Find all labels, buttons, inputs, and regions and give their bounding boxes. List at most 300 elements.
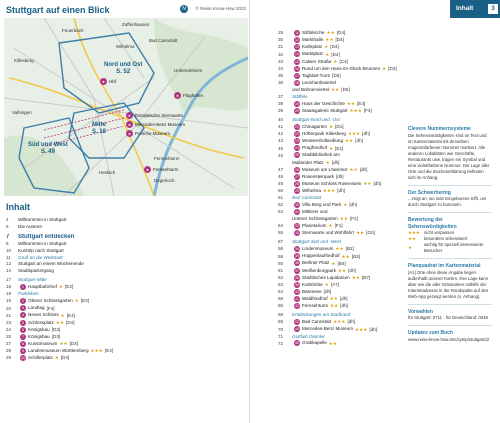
- toc-title-text: Stuttgart-Süd und -West: [292, 239, 342, 245]
- toc-page-number: 14: [6, 268, 12, 274]
- toc-entry[interactable]: [6, 268, 244, 275]
- toc-title: [292, 108, 372, 115]
- map-grid-reference: [dh]: [323, 289, 332, 295]
- toc-title-text: Stäffele: [292, 93, 308, 99]
- divider: [408, 258, 492, 259]
- toc-page-number: 41: [278, 124, 284, 130]
- sight-number-badge: 1: [20, 284, 26, 290]
- divider: [408, 212, 492, 213]
- toc-title-text: und Bohnenviertel: [292, 87, 330, 92]
- star-rating-icon: ★: [329, 145, 334, 151]
- toc-page-number: 66: [278, 303, 284, 309]
- map-grid-reference: [dh]: [359, 166, 368, 172]
- toc-entry[interactable]: [278, 326, 402, 333]
- toc-title: [292, 223, 343, 230]
- toc-title-text: Landesmuseum Württemberg: [28, 348, 89, 354]
- table-of-contents-right: [278, 30, 402, 348]
- toc-section[interactable]: [6, 277, 244, 284]
- toc-entry[interactable]: [6, 312, 244, 319]
- toc-entry[interactable]: [278, 188, 402, 195]
- sight-number-badge: 34: [295, 247, 299, 252]
- toc-title: [292, 145, 343, 152]
- sight-number-badge: 13: [295, 45, 299, 50]
- toc-title: [18, 348, 113, 355]
- toc-title-text: Mercedes-Benz Museum: [302, 326, 354, 332]
- toc-title: [18, 261, 84, 268]
- toc-entry[interactable]: [278, 145, 402, 152]
- toc-section[interactable]: [6, 255, 244, 262]
- star-rating-icon: ★★: [329, 296, 338, 302]
- toc-entry[interactable]: [278, 223, 402, 230]
- toc-page-number: 65: [278, 296, 284, 302]
- map-place-vaihingen: Vaihingen: [12, 110, 32, 115]
- toc-entry[interactable]: [278, 108, 402, 115]
- toc-entry[interactable]: [278, 44, 402, 51]
- poi-marker-icon: ●: [126, 112, 133, 119]
- star-rating-icon: ★: [58, 284, 63, 290]
- toc-page-number: 29: [6, 355, 12, 361]
- sight-number-badge: 24: [295, 146, 299, 151]
- map-grid-reference: [B3]: [351, 253, 360, 259]
- toc-page-number: 68: [278, 312, 284, 318]
- toc-entry[interactable]: [278, 340, 402, 347]
- toc-page-number: 69: [278, 319, 284, 325]
- toc-entry[interactable]: [278, 80, 402, 87]
- star-rating-icon: ★★★: [90, 348, 103, 354]
- toc-section[interactable]: [278, 312, 402, 319]
- toc-title-text: Höhenpark Killesberg: [302, 131, 346, 137]
- toc-title-text: Rosensteinpark: [302, 173, 334, 179]
- sight-number-badge: 4: [20, 312, 26, 318]
- sight-number-badge: 9: [20, 348, 26, 354]
- toc-title-text: Kurztrip nach Stuttgart: [18, 247, 64, 253]
- sight-number-badge: 37: [295, 268, 299, 273]
- sight-number-badge: 29: [295, 188, 299, 193]
- map-grid-reference: [A7]: [330, 282, 339, 288]
- sight-number-badge: 14: [295, 52, 299, 57]
- toc-entry[interactable]: [278, 124, 402, 131]
- toc-title: [292, 30, 345, 37]
- toc-title: [18, 298, 89, 305]
- map-grid-reference: [E4]: [66, 312, 75, 318]
- sight-number-badge: 12: [295, 38, 299, 43]
- toc-title: [292, 80, 336, 87]
- sidebar-text: ...zeigt an, wo man Eingeborene trifft, um durch Stuttgart zu bummeln.: [408, 196, 487, 207]
- toc-title-text: Karlsplatz: [302, 44, 323, 50]
- toc-title: [292, 44, 339, 51]
- map-grid-reference: [D3]: [51, 334, 61, 340]
- toc-title-text: Schlossplatz: [28, 319, 54, 325]
- poi-marker-icon: ●: [174, 92, 181, 99]
- map-grid-reference: [dh]: [348, 267, 356, 273]
- toc-entry[interactable]: [278, 167, 402, 174]
- toc-page-number: 21: [6, 312, 12, 318]
- toc-entry[interactable]: [6, 305, 244, 312]
- toc-entry[interactable]: [278, 296, 402, 303]
- toc-entry[interactable]: [6, 224, 244, 231]
- toc-title-text: Neues Schloss: [28, 312, 59, 318]
- toc-entry[interactable]: [278, 37, 402, 44]
- toc-title: [18, 268, 54, 275]
- toc-title: [292, 216, 358, 223]
- sight-number-badge: 32: [295, 224, 299, 229]
- toc-section[interactable]: [6, 291, 244, 298]
- star-rating-icon: ★★★: [333, 319, 346, 325]
- map-title: Stuttgart auf einen Blick: [6, 5, 110, 15]
- toc-entry[interactable]: [278, 87, 402, 94]
- star-rating-icon: ★★: [55, 319, 65, 325]
- sight-number-badge: 6: [20, 327, 26, 333]
- toc-page-number: 10: [6, 247, 12, 253]
- toc-entry[interactable]: [278, 152, 402, 159]
- toc-page-number: 20: [6, 305, 12, 311]
- toc-title-text: Bärensee: [302, 289, 322, 295]
- toc-title-text: Calwer Straße: [302, 58, 332, 64]
- sight-number-badge: 2: [20, 298, 26, 304]
- toc-section[interactable]: [278, 195, 402, 202]
- toc-entry[interactable]: [278, 66, 402, 73]
- sight-number-badge: 36: [295, 261, 299, 266]
- map-grid-reference: [D4]: [60, 355, 70, 361]
- toc-title: [18, 305, 55, 312]
- toc-entry[interactable]: [278, 131, 402, 138]
- sight-number-badge: 22: [295, 132, 299, 137]
- toc-entry[interactable]: [6, 327, 244, 334]
- toc-entry[interactable]: [278, 246, 402, 253]
- toc-title: [18, 277, 47, 284]
- toc-page-number: 39: [278, 108, 284, 114]
- toc-title-text: Marktplatz: [302, 51, 324, 57]
- toc-title-text: Parkleben: [18, 291, 39, 297]
- toc-entry[interactable]: [278, 202, 402, 209]
- sight-number-badge: 8: [20, 341, 26, 347]
- map-grid-reference: [D1]: [335, 124, 344, 130]
- map-place-heslach: Heslach: [99, 170, 116, 175]
- toc-title: [292, 239, 341, 246]
- toc-title: [18, 334, 60, 341]
- star-rating-icon: ★: [408, 245, 412, 250]
- map-grid-reference: [dh]: [362, 131, 370, 137]
- toc-title-text: Karlshöhe: [302, 282, 323, 288]
- toc-title-text: Stuttgart an einem Wochenende: [18, 261, 84, 267]
- toc-section[interactable]: [278, 334, 402, 341]
- updates-link[interactable]: www.reise-know-how.de/citytrip/stuttgart22: [408, 336, 490, 342]
- toc-title-text: Willkommen in Stuttgart: [18, 217, 67, 222]
- map-grid-reference: [dh]: [347, 319, 356, 325]
- toc-entry[interactable]: [278, 260, 402, 267]
- district-nord-ost[interactable]: Nord und Ost S. 52: [104, 62, 143, 75]
- toc-title-text: Mittlerer und: [302, 209, 328, 215]
- district-mitte[interactable]: Mitte S. 18: [92, 122, 107, 135]
- map-poi-hbf[interactable]: ● Hbf: [100, 78, 116, 85]
- star-rating-icon: ★: [343, 202, 348, 208]
- toc-page-number: 45: [278, 145, 284, 151]
- toc-page-number: 32: [278, 51, 284, 57]
- map-grid-reference: [D4]: [66, 319, 75, 325]
- toc-entry[interactable]: [278, 101, 402, 108]
- star-rating-icon: ★★★: [347, 131, 361, 137]
- toc-title: [292, 253, 360, 260]
- sidebar-text: für Stuttgart: 0711 · für Deutschland: 0049: [408, 315, 488, 320]
- toc-page-number: 4: [6, 217, 9, 222]
- star-rating-icon: ★★: [330, 303, 339, 309]
- toc-title: [292, 334, 325, 341]
- toc-title-text: Mailänder Platz: [292, 159, 324, 165]
- toc-entry[interactable]: [6, 348, 244, 355]
- toc-title-text: Tagblatt-Turm: [302, 72, 331, 78]
- rating-legend-row: ★ wichtig für speziell interessierte Besucher: [408, 242, 484, 253]
- toc-title: [292, 312, 350, 319]
- sight-number-badge: 45: [295, 341, 299, 346]
- map-grid-reference: [D3]: [51, 326, 61, 332]
- sidebar-text: Die Sehenswürdigkeiten sind im Text und im Kartenmaterial mit derselben magentafarbenen Nummer markiert. Alle anderen Lokalitäten wie Geschäfte, Restaurants usw. tragen ein Symbal und eine violettfarbene Nummer. Die Lage aller Orte und die Zeichenerklärung befinden sich im Anhang.: [408, 132, 490, 180]
- star-rating-icon: ★★: [346, 101, 356, 107]
- toc-entry[interactable]: [278, 289, 402, 296]
- toc-entry[interactable]: [278, 51, 402, 58]
- toc-title-text: Wilhelma: [302, 188, 321, 194]
- toc-entry[interactable]: [278, 303, 402, 310]
- toc-page-number: 52: [278, 202, 284, 208]
- toc-title: [292, 282, 339, 289]
- toc-title: [292, 181, 381, 188]
- star-rating-icon: ★: [54, 355, 59, 361]
- toc-title-text: Stiftskirche: [302, 30, 325, 36]
- toc-title-text: Museum Schloss Rosenstein: [302, 180, 362, 186]
- toc-entry[interactable]: [278, 282, 402, 289]
- toc-entry[interactable]: [278, 138, 402, 145]
- map-grid-reference: [G5]: [366, 230, 375, 236]
- toc-chapter[interactable]: [6, 234, 244, 241]
- map-grid-reference: [D5]: [341, 87, 350, 92]
- toc-title-text: Hauptbahnhof: [28, 284, 57, 290]
- toc-title: [18, 320, 74, 327]
- toc-section[interactable]: [278, 117, 402, 124]
- toc-page-number: 17: [6, 277, 12, 283]
- toc-page-number: 59: [278, 253, 284, 259]
- chapter-tab[interactable]: [450, 0, 500, 18]
- toc-page-number: 53: [278, 209, 284, 215]
- rating-legend-row: ★★ besonders sehenswert: [408, 236, 468, 241]
- map-poi-porsche[interactable]: ● Porsche Museum: [126, 130, 170, 137]
- toc-entry[interactable]: [278, 230, 402, 237]
- toc-entry[interactable]: [6, 341, 244, 348]
- sidebar-heading: Der Schwerhering: [408, 189, 451, 196]
- toc-page-number: 31: [278, 44, 284, 50]
- toc-title: [18, 217, 67, 224]
- toc-page-number: 34: [278, 65, 284, 71]
- toc-title-text: Hoppenlaufriedhof: [302, 253, 340, 259]
- toc-title: [292, 138, 363, 145]
- toc-page-number: 19: [6, 291, 12, 297]
- sight-number-badge: 16: [295, 66, 299, 71]
- star-rating-icon: ★★: [341, 253, 350, 259]
- toc-title-text: Waldfriedhof: [302, 296, 328, 302]
- toc-title-text: Villa Berg und Park: [302, 202, 342, 208]
- toc-section[interactable]: [278, 94, 402, 101]
- toc-title-text: Stadtbibliothek am: [302, 152, 340, 158]
- toc-entry[interactable]: [6, 217, 244, 224]
- map-grid-reference: [D5]: [332, 72, 341, 78]
- toc-title-text: Weissenhofsiedlung: [302, 138, 344, 144]
- toc-page-number: 60: [278, 260, 284, 266]
- map-poi-flughafen[interactable]: ● Flughafen: [174, 92, 203, 99]
- toc-page-number: 50: [278, 188, 284, 194]
- toc-title: [292, 268, 356, 275]
- toc-page-number: 54: [278, 223, 284, 229]
- sight-number-badge: 42: [295, 304, 299, 309]
- toc-entry[interactable]: [278, 275, 402, 282]
- table-of-contents-left: [6, 217, 244, 362]
- toc-page-number: 61: [278, 267, 284, 273]
- toc-entry[interactable]: [6, 334, 244, 341]
- district-sued-west[interactable]: Süd und West S. 49: [28, 142, 68, 155]
- toc-title-text: Grabkapelle: [302, 340, 327, 346]
- sight-number-badge: 7: [20, 334, 26, 340]
- star-rating-icon: ★★: [328, 340, 338, 346]
- poi-marker-icon: ●: [126, 130, 133, 137]
- toc-title-text: Stuttgart-Nord und -Ost: [292, 117, 340, 123]
- toc-entry[interactable]: [278, 319, 402, 326]
- star-rating-icon: ★★: [325, 37, 334, 43]
- map-grid-reference: [dh]: [335, 173, 344, 179]
- toc-page-number: 7: [6, 233, 10, 240]
- map-grid-reference: [B2]: [345, 246, 354, 252]
- toc-title-text: Willkommen in Stuttgart: [18, 240, 67, 246]
- toc-entry[interactable]: [6, 298, 244, 305]
- toc-title: [292, 275, 370, 282]
- toc-entry[interactable]: [6, 241, 244, 248]
- toc-entry[interactable]: [278, 253, 402, 260]
- toc-title: [18, 291, 39, 298]
- toc-section[interactable]: [278, 239, 402, 246]
- toc-page-number: 18: [6, 284, 12, 290]
- toc-title-text: Museum am Löwentor: [302, 166, 348, 172]
- star-rating-icon: ★★: [337, 267, 347, 273]
- star-rating-icon: ★★: [349, 166, 358, 172]
- map-poi-sternwarte[interactable]: ● Europäische Sternwarte: [126, 112, 183, 119]
- toc-page-number: 48: [278, 173, 284, 179]
- toc-title-text: Fernsehturm: [302, 303, 329, 309]
- sight-number-badge: 19: [295, 101, 299, 106]
- toc-entry[interactable]: [6, 261, 244, 268]
- toc-entry[interactable]: [278, 174, 402, 181]
- toc-page-number: 36: [278, 80, 284, 86]
- map-place-feuerbach: Feuerbach: [62, 28, 84, 33]
- map-place-zuffenhausen: Zuffenhausen: [122, 22, 150, 27]
- toc-title-text: Leonhardsviertel: [302, 80, 336, 86]
- toc-entry[interactable]: [278, 216, 402, 223]
- toc-title: [292, 246, 354, 253]
- sight-number-badge: 21: [295, 124, 299, 129]
- toc-entry[interactable]: [6, 320, 244, 327]
- toc-page-number: 64: [278, 289, 284, 295]
- toc-title: [292, 209, 328, 216]
- toc-entry[interactable]: [278, 160, 402, 167]
- toc-page-number: 72: [278, 340, 284, 346]
- map-grid-reference: [F2]: [349, 216, 358, 222]
- map-grid-reference: [dh]: [340, 303, 348, 309]
- map-grid-reference: [dh]: [339, 296, 348, 302]
- toc-title: [292, 296, 348, 303]
- toc-title: [292, 303, 348, 310]
- toc-entry[interactable]: [278, 181, 402, 188]
- rating-legend-heading: Bewertung der Sehenswürdigkeiten: [408, 217, 457, 230]
- page-number: 3: [488, 4, 498, 14]
- poi-marker-icon: ●: [126, 121, 133, 128]
- toc-page-number: 11: [6, 254, 11, 260]
- map-poi-fernsehturm[interactable]: ● Fernsehturm: [144, 166, 179, 173]
- sight-number-badge: 11: [295, 31, 299, 35]
- map-place-fernsehturm: Fernsehturm: [154, 156, 180, 161]
- sight-number-badge: 5: [20, 320, 26, 326]
- toc-title: [292, 340, 337, 347]
- sidebar-text: [A1] Orte ohne diese Angabe liegen außerhalb unserer Karten. Ihre Lage kann aber wie die aller Ortsmarken mithilfe der Internetadresse in der Randspalte auf den Web-App gezeigt werden (s. Anhang).: [408, 269, 489, 299]
- star-rating-icon: ★★: [408, 236, 416, 241]
- toc-title-text: Markthalle: [302, 37, 324, 43]
- map-grid-reference: [F4]: [46, 305, 55, 311]
- star-rating-icon: ★★: [59, 341, 68, 347]
- map-grid-reference: [D2]: [388, 65, 397, 71]
- toc-entry[interactable]: [6, 355, 244, 362]
- toc-title-text: Stuttgart-Mitte: [18, 277, 47, 283]
- toc-title-text: Kunstmuseum: [28, 341, 58, 347]
- toc-title: [292, 37, 344, 44]
- toc-entry[interactable]: [278, 209, 402, 216]
- sight-number-badge: 18: [295, 80, 299, 85]
- star-rating-icon: ★★: [345, 138, 354, 144]
- toc-title: [18, 248, 64, 255]
- star-rating-icon: ★: [382, 65, 387, 71]
- map-poi-mercedes[interactable]: ● Mercedes-Benz Museum: [126, 121, 185, 128]
- toc-entry[interactable]: [278, 59, 402, 66]
- map-place-killesberg: Killesberg: [14, 58, 34, 63]
- sight-number-badge: 15: [295, 59, 299, 64]
- toc-page-number: 8: [6, 240, 9, 246]
- toc-title-text: Stadtspaziergang: [18, 268, 54, 274]
- toc-title: [292, 289, 331, 296]
- star-rating-icon: ★: [74, 298, 79, 304]
- toc-title-text: Königsbau: [28, 326, 50, 332]
- map-grid-reference: [B7]: [362, 274, 371, 280]
- map-grid-reference: [E3]: [80, 298, 89, 304]
- toc-title: [18, 355, 69, 362]
- map-grid-reference: [E4]: [104, 348, 114, 354]
- toc-title: [292, 94, 308, 101]
- toc-entry[interactable]: [278, 268, 402, 275]
- sidebar-heading: Clevere Nummernsysteme: [408, 126, 471, 132]
- toc-entry[interactable]: [278, 73, 402, 80]
- divider: [408, 304, 492, 305]
- toc-page-number: 42: [278, 131, 284, 137]
- map-place-wilhelma: Wilhelma: [116, 44, 135, 49]
- toc-entry[interactable]: [6, 284, 244, 291]
- star-rating-icon: ★: [324, 44, 329, 50]
- sight-number-badge: 20: [295, 108, 299, 113]
- toc-title: [292, 131, 370, 138]
- overview-map[interactable]: [4, 18, 248, 196]
- map-grid-reference: [E4]: [357, 101, 366, 107]
- poi-marker-icon: ●: [144, 166, 151, 173]
- toc-title: [292, 174, 344, 181]
- toc-title: [292, 188, 345, 195]
- toc-title: [292, 117, 340, 124]
- map-grid-reference: [B4]: [337, 260, 346, 266]
- toc-entry[interactable]: [6, 248, 244, 255]
- star-rating-icon: ★★: [331, 87, 340, 92]
- toc-page-number: 62: [278, 274, 284, 280]
- toc-page-number: 24: [6, 326, 12, 332]
- toc-entry[interactable]: [278, 30, 402, 37]
